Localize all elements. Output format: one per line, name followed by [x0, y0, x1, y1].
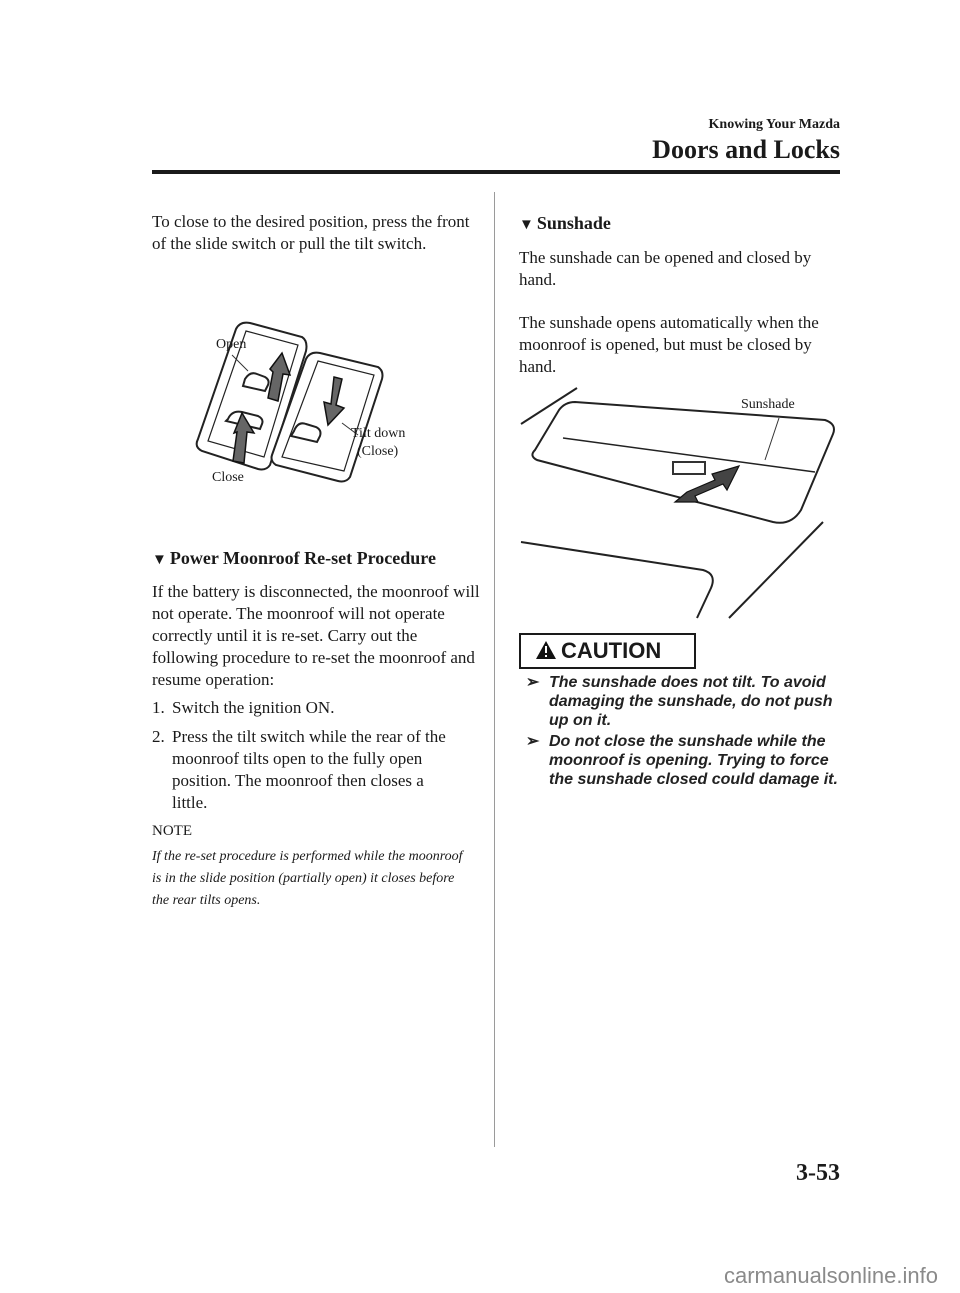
site-watermark: carmanualsonline.info	[723, 1263, 938, 1288]
figure-label-close: Close	[212, 470, 244, 485]
caution-item	[519, 732, 849, 789]
reset-body: If the battery is disconnected, the moonroof will not operate. The moonroof will not operate correctly until it is re-set. Carry out the following procedure to re-set the moonroof and resume operation:	[152, 582, 480, 689]
caution-item-text: Do not close the sunshade while the moonroof is opening. Trying to force the sunshade closed could damage it.	[549, 733, 838, 788]
figure-label-tilt-close: (Close)	[357, 444, 399, 459]
sunshade-heading-text: Sunshade	[536, 213, 611, 233]
sunshade-heading	[519, 213, 611, 234]
arrow-bullet-icon: ➢	[526, 733, 540, 750]
figure-label-open: Open	[216, 337, 247, 352]
sunshade-illustration	[515, 380, 845, 625]
caution-list	[519, 673, 849, 791]
intro-paragraph: To close to the desired position, press the front of the slide switch or pull the tilt switch.	[152, 212, 470, 253]
chapter-title: Knowing Your Mazda	[708, 117, 840, 132]
caution-item-text: The sunshade does not tilt. To avoid damaging the sunshade, do not push up on it.	[549, 674, 833, 729]
caution-item	[519, 673, 849, 730]
step-text: Switch the ignition ON.	[172, 698, 335, 717]
note-title: NOTE	[152, 823, 192, 839]
step-number: 2.	[152, 727, 165, 746]
page-number: 3-53	[796, 1160, 840, 1186]
column-divider	[494, 192, 495, 1147]
sunshade-para-1: The sunshade can be opened and closed by hand.	[519, 248, 812, 289]
step-text: Press the tilt switch while the rear of the moonroof tilts open to the fully open position. The moonroof then closes a little.	[172, 727, 446, 812]
triangle-down-icon: ▼	[519, 217, 534, 233]
step-number: 1.	[152, 698, 165, 717]
reset-heading	[152, 548, 436, 569]
figure-label-sunshade: Sunshade	[741, 397, 795, 412]
section-title: Doors and Locks	[652, 135, 840, 164]
note-text: If the re-set procedure is performed while the moonroof is in the slide position (partially open) it closes before the rear tilts opens.	[152, 849, 463, 908]
step-1	[152, 697, 482, 719]
header-rule	[152, 170, 840, 174]
arrow-bullet-icon: ➢	[526, 674, 540, 691]
caution-box	[519, 633, 696, 669]
caution-title: CAUTION	[561, 638, 662, 663]
reset-heading-text: Power Moonroof Re-set Procedure	[169, 548, 436, 568]
warning-triangle-icon	[535, 640, 557, 660]
figure-label-tilt-down: Tilt down	[351, 426, 406, 441]
triangle-down-icon: ▼	[152, 552, 167, 568]
step-2	[152, 726, 462, 814]
sunshade-para-2: The sunshade opens automatically when the moonroof is opened, but must be closed by hand.	[519, 313, 819, 376]
